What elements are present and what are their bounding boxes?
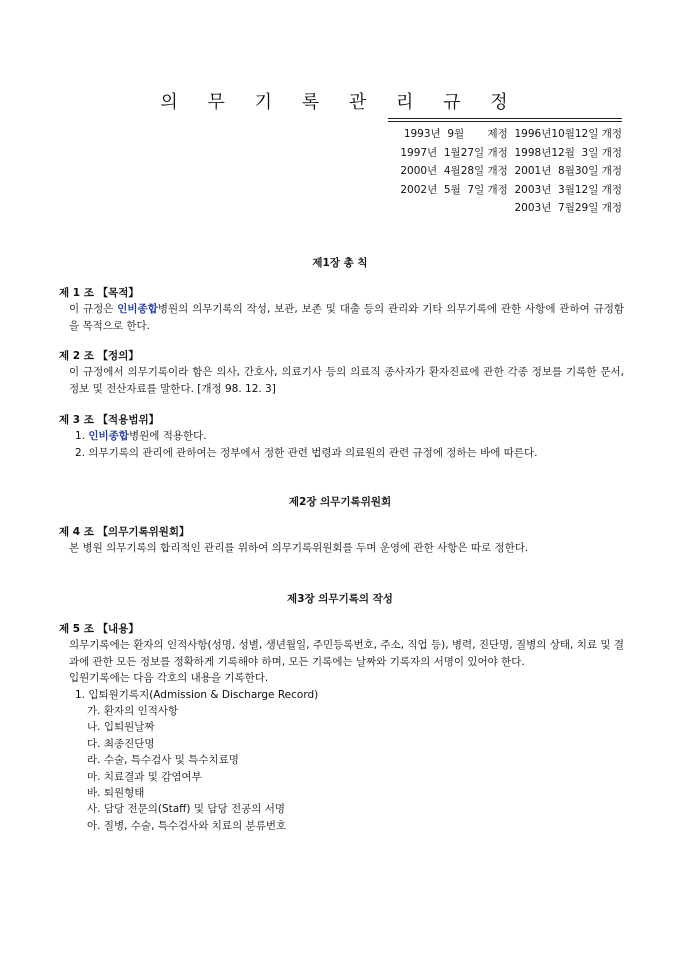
revision-row: 2003년 7월29일 개정: [514, 202, 622, 214]
article-2-body: 이 규정에서 의무기록이라 함은 의사, 간호사, 의료기사 등의 의료직 종사자가 환자진료에 관한 각종 정보를 기록한 문서, 정보 및 전산자료를 말한다. [개정 98. 12. 3]: [69, 366, 624, 395]
article-4: [59, 524, 624, 557]
item-text: 병원에 적용한다.: [128, 430, 207, 443]
article-5-para-2: 입원기록에는 다음 각호의 내용을 기록한다.: [69, 672, 269, 685]
article-1-heading: 제 1 조 【목적】: [59, 287, 139, 299]
sub-item: 다. 최종진단명: [87, 737, 155, 750]
article-3-item-1: [59, 428, 624, 444]
sub-item: 나. 입퇴원날짜: [87, 721, 155, 734]
article-4-heading: 제 4 조 【의무기록위원회】: [59, 526, 190, 538]
hospital-name: 인비종합: [88, 430, 129, 443]
article-5-para-1: 의무기록에는 환자의 인적사항(성명, 성별, 생년월일, 주민등록번호, 주소, 직업 등), 병력, 진단명, 질병의 상태, 치료 및 결과에 관한 모든 정보를 정확하게 기록해야 하며, 모든 기록에는 날짜와 기록자의 서명이 있어야 한다.: [69, 639, 624, 668]
hospital-name: 인비종합: [117, 303, 158, 316]
title-underline-top: [388, 118, 622, 119]
article-1: [59, 285, 624, 334]
article-1-text-post: 병원의 의무기록의 작성, 보관, 보존 및 대출 등의 관리와 기타 의무기록에 관한 사항에 관하여 규정함을 목적으로 한다.: [69, 303, 625, 332]
article-3: [59, 412, 624, 461]
chapter-3-heading: 제3장 의무기록의 작성: [287, 593, 393, 605]
sub-item: 사. 담당 전문의(Staff) 및 담당 전공의 서명: [87, 803, 286, 816]
revision-row: 2002년 5월 7일 개정 2003년 3월12일 개정: [400, 183, 622, 196]
sub-item: 마. 치료결과 및 감염여부: [87, 770, 202, 783]
article-1-text-pre: 이 규정은: [69, 303, 118, 316]
title-underline-bottom: [388, 121, 622, 122]
chapter-1-heading: 제1장 총 칙: [312, 257, 368, 269]
revision-row: 1997년 1월27일 개정 1998년12월 3일 개정: [400, 146, 622, 159]
article-5-heading: 제 5 조 【내용】: [59, 623, 139, 635]
article-4-body: 본 병원 의무기록의 합리적인 관리를 위하여 의무기록위원회를 두며 운영에 관한 사항은 따로 정한다.: [69, 542, 529, 555]
article-5-item-1: 1. 입퇴원기록지(Admission & Discharge Record): [75, 688, 319, 701]
sub-item: 라. 수술, 특수검사 및 특수치료명: [87, 754, 239, 767]
article-5: [59, 621, 624, 834]
sub-item: 바. 퇴원형태: [87, 787, 145, 800]
sub-item: 가. 환자의 인적사항: [87, 705, 179, 718]
article-2-heading: 제 2 조 【정의】: [59, 350, 139, 362]
article-3-item-2: 2. 의무기록의 관리에 관하여는 정부에서 정한 관련 법령과 의료원의 관련 규정에 정하는 바에 따른다.: [75, 446, 538, 459]
revision-history: [400, 125, 622, 218]
article-1-body: [59, 301, 624, 334]
revision-row: 1993년 9월 제정 1996년10월12일 개정: [403, 128, 622, 140]
item-number: 1.: [75, 430, 89, 443]
article-2: [59, 348, 624, 397]
sub-item: 아. 질병, 수술, 특수검사와 치료의 분류번호: [87, 819, 287, 832]
revision-row: 2000년 4월28일 개정 2001년 8월30일 개정: [400, 165, 622, 177]
article-3-heading: 제 3 조 【적용범위】: [59, 414, 160, 426]
document-title: 의 무 기 록 관 리 규 정: [160, 92, 520, 113]
chapter-2-heading: 제2장 의무기록위원회: [288, 496, 392, 508]
